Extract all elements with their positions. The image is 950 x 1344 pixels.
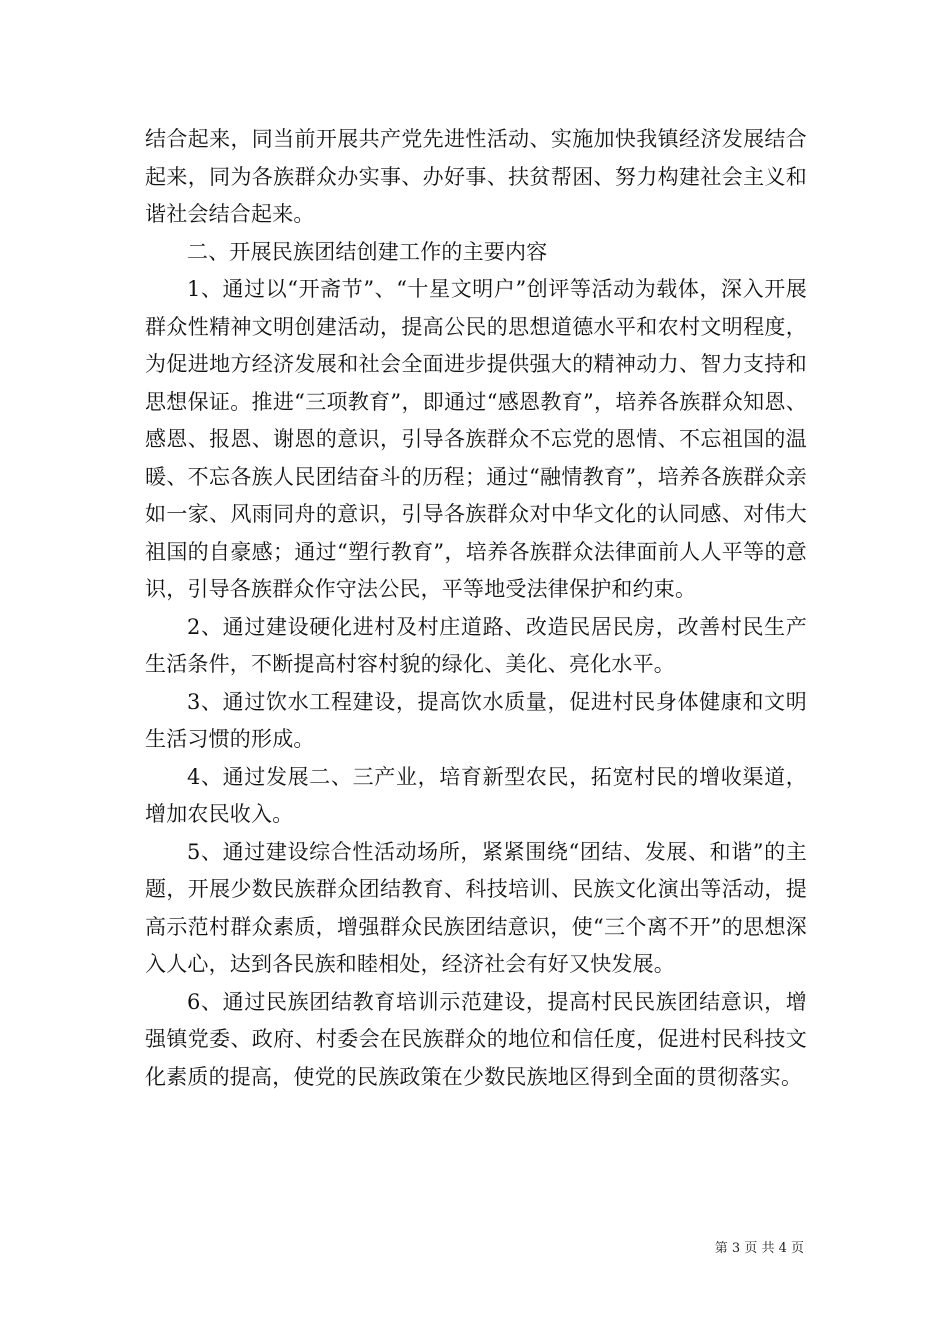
paragraph-item-1: 1、通过以“开斋节”、“十星文明户”创评等活动为载体，深入开展群众性精神文明创建活动，提高公民的思想道德水平和农村文明程度，为促进地方经济发展和社会全面进步提供强大的精神动力、智力支持和思想保证。推进“三项教育”，即通过“感恩教育”，培养各族群众知恩、感恩、报恩、谢恩的意识，引导各族群众不忘党的恩情、不忘祖国的温暖、不忘各族人民团结奋斗的历程；通过“融情教育”，培养各族群众亲如一家、风雨同舟的意识，引导各族群众对中华文化的认同感、对伟大祖国的自豪感；通过“塑行教育”，培养各族群众法律面前人人平等的意识，引导各族群众作守法公民，平等地受法律保护和约束。	[145, 277, 807, 601]
paragraph-item-5: 5、通过建设综合性活动场所，紧紧围绕“团结、发展、和谐”的主题，开展少数民族群众团结教育、科技培训、民族文化演出等活动，提高示范村群众素质，增强群众民族团结意识，使“三个离不开”的思想深入人心，达到各民族和睦相处，经济社会有好又快发展。	[145, 839, 807, 976]
paragraph-item-2: 2、通过建设硬化进村及村庄道路、改造民居民房，改善村民生产生活条件，不断提高村容村貌的绿化、美化、亮化水平。	[145, 614, 807, 676]
page-number: 第 3 页 共 4 页	[714, 1241, 804, 1256]
document-body	[145, 121, 807, 1096]
section-heading: 二、开展民族团结创建工作的主要内容	[187, 239, 548, 264]
paragraph-item-6: 6、通过民族团结教育培训示范建设，提高村民民族团结意识，增强镇党委、政府、村委会在民族群众的地位和信任度，促进村民科技文化素质的提高，使党的民族政策在少数民族地区得到全面的贯彻落实。	[145, 989, 807, 1089]
paragraph-continuation: 结合起来，同当前开展共产党先进性活动、实施加快我镇经济发展结合起来，同为各族群众办实事、办好事、扶贫帮困、努力构建社会主义和谐社会结合起来。	[145, 127, 807, 226]
paragraph-item-4: 4、通过发展二、三产业，培育新型农民，拓宽村民的增收渠道，增加农民收入。	[145, 764, 807, 826]
paragraph-item-3: 3、通过饮水工程建设，提高饮水质量，促进村民身体健康和文明生活习惯的形成。	[145, 689, 807, 751]
